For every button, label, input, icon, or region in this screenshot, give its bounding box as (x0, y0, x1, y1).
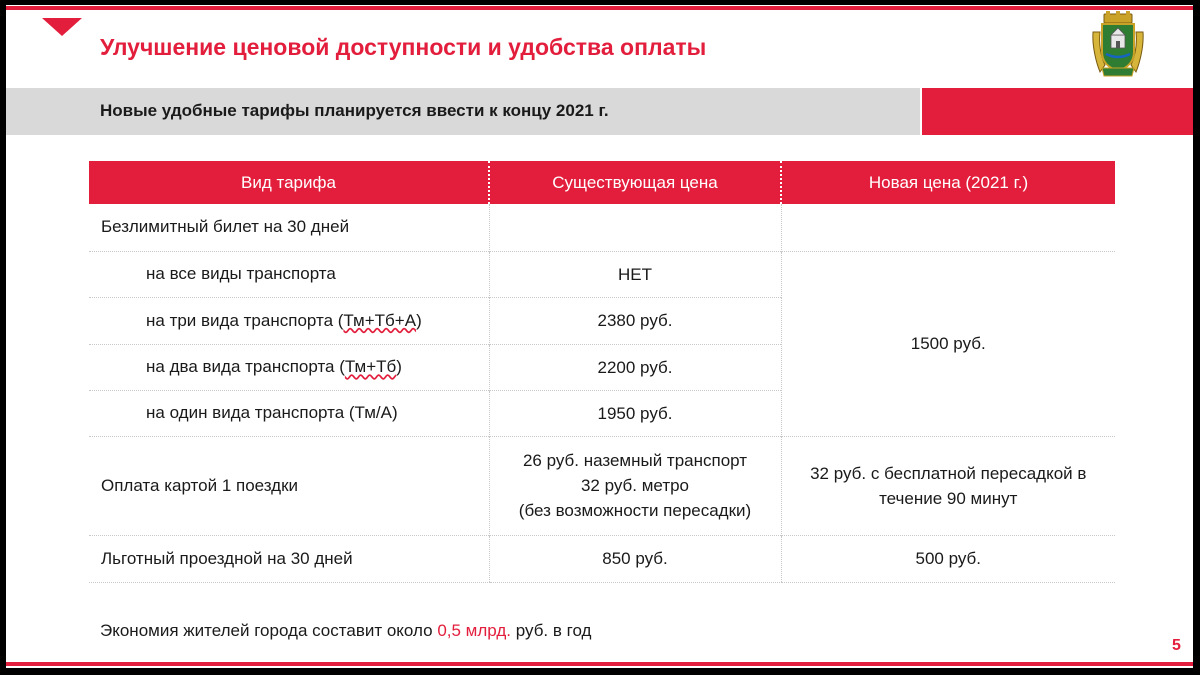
subtitle-band-accent (922, 88, 1193, 135)
tariff-name: Безлимитный билет на 30 дней (101, 217, 350, 237)
slide-title: Улучшение ценовой доступности и удобства оплаты (100, 34, 707, 60)
current-price-line: 26 руб. наземный транспорт (522, 451, 748, 470)
tariff-name-prefix: на три вида транспорта ( (146, 310, 344, 330)
new-price-line: 32 руб. с бесплатной пересадкой в (810, 463, 1087, 483)
table-row (89, 251, 1115, 297)
triangle-marker-icon (42, 18, 82, 36)
new-price (781, 436, 1115, 535)
header-tariff-type: Вид тарифа (89, 161, 489, 204)
frame-top-edge (0, 0, 1200, 5)
new-price-unlimited: 1500 руб. (781, 251, 1115, 436)
tariff-name: Льготный проездной на 30 дней (89, 535, 489, 582)
frame-bottom-edge (0, 668, 1200, 675)
current-price: НЕТ (489, 251, 781, 297)
bottom-accent-rule (6, 662, 1193, 666)
frame-right-edge (1193, 0, 1200, 675)
top-accent-rule (6, 6, 1193, 10)
savings-summary (100, 621, 591, 641)
new-price (781, 204, 1115, 251)
summary-prefix: Экономия жителей города составит около (100, 621, 433, 640)
tariff-name (89, 297, 489, 344)
transport-abbreviation: Тм+Тб (344, 357, 397, 376)
summary-amount: 0,5 млрд. (437, 621, 511, 640)
tariff-name (89, 344, 489, 390)
current-price (489, 436, 781, 535)
new-price: 500 руб. (781, 535, 1115, 582)
current-price: 1950 руб. (489, 390, 781, 436)
table-row (89, 535, 1115, 582)
tariff-name-suffix: ) (396, 357, 402, 376)
current-price: 850 руб. (489, 535, 781, 582)
table-header-row (89, 161, 1115, 204)
table-row (89, 436, 1115, 535)
header-current-price: Существующая цена (489, 161, 781, 204)
current-price-line: (без возможности пересадки) (518, 501, 752, 520)
transport-abbreviation: Тм+Тб+А (343, 310, 417, 330)
page-number: 5 (1172, 637, 1181, 654)
current-price-line: 32 руб. метро (580, 476, 690, 495)
tariff-name: на все виды транспорта (89, 251, 489, 297)
current-price (489, 204, 781, 251)
slide-subtitle: Новые удобные тарифы планируется ввести к концу 2021 г. (100, 101, 609, 120)
header-new-price: Новая цена (2021 г.) (781, 161, 1115, 204)
current-price: 2380 руб. (489, 297, 781, 344)
tariff-name: на один вида транспорта (Тм/А) (89, 390, 489, 436)
tariff-table (89, 161, 1115, 583)
tariff-name-suffix: ) (416, 310, 422, 330)
table-row (89, 204, 1115, 251)
summary-suffix: руб. в год (515, 621, 592, 640)
city-coat-of-arms-icon (1090, 10, 1146, 80)
current-price: 2200 руб. (489, 344, 781, 390)
tariff-name-prefix: на два вида транспорта ( (146, 357, 345, 376)
tariff-name: Оплата картой 1 поездки (89, 436, 489, 535)
new-price-line: течение 90 минут (879, 488, 1018, 508)
